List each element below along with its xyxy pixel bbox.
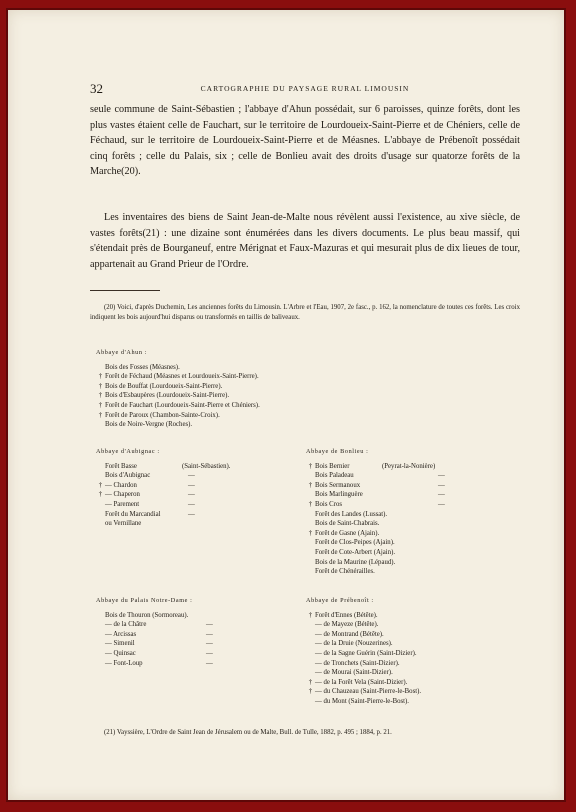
abbey-title: Abbaye de Bonlieu : (306, 448, 369, 455)
forest-name: — de la Châtre (105, 621, 147, 629)
forest-name: — Font-Loup (105, 659, 143, 667)
forest-entry (96, 659, 296, 669)
forest-location: (Saint-Sébastien). (182, 462, 231, 470)
abbey-title: Abbaye de Prébenoît : (306, 597, 374, 604)
forest-entry (96, 471, 296, 481)
forest-entry (96, 519, 296, 529)
forest-name: Forêt d'Ennes (Bétête). (315, 611, 378, 619)
forest-name: — de la Druie (Nouzerines). (315, 640, 393, 648)
forest-name: — de la Forêt Vela (Saint-Dizier). (315, 678, 408, 686)
footnote-21: (21) Vayssière, L'Ordre de Saint Jean de Jérusalem ou de Malte, Bull. de Tulle, 1882, p. 495 ; 1884, p. 21. (104, 729, 392, 736)
forest-name: Forêt de Féchaud (Méasnes et Lourdoueix-Saint-Pierre). (105, 373, 259, 381)
forest-entry (306, 659, 526, 669)
forest-name: — Chaperon (105, 491, 140, 499)
forest-rows (96, 462, 296, 529)
cross-mark: † (98, 411, 103, 419)
forest-entry (306, 620, 526, 630)
ditto-dash: — (188, 500, 195, 508)
forest-entry (306, 639, 526, 649)
ditto-dash: — (438, 500, 445, 508)
forest-name: Bois Marlinguère (315, 491, 363, 499)
forest-entry (96, 391, 346, 401)
forest-location: (Peyrat-la-Nonière) (382, 462, 436, 470)
footnote-20: (20) Voici, d'après Duchemin, Les anciennes forêts du Limousin. L'Arbre et l'Eau, 1907, 2e fasc., p. 162, la nomenclature de toutes ces forêts. Les croix indiquent les bois aujourd'hui disparus ou transformés en taillis de baliveaux. (90, 304, 520, 321)
running-title: CARTOGRAPHIE DU PAYSAGE RURAL LIMOUSIN (200, 84, 410, 93)
cross-mark: † (98, 481, 103, 489)
forest-entry (306, 490, 526, 500)
abbey-title: Abbaye du Palais Notre-Dame : (96, 597, 193, 604)
forest-entry (306, 510, 526, 520)
ditto-dash: — (188, 472, 195, 480)
forest-name: ou Vernillane (105, 520, 142, 528)
forest-entry (96, 611, 296, 621)
forest-entry (96, 620, 296, 630)
cross-mark: † (98, 491, 103, 499)
forest-name: Forêt de Paroux (Chambon-Sainte-Croix). (105, 411, 220, 419)
body-paragraph-2: Les inventaires des biens de Saint Jean-de-Malte nous révèlent aussi l'existence, au xive siècle, de vastes forêts(21) : une dizaine sont énumérées dans les divers documents. Le plus beau massif, qui s'étendait près de Bourganeuf, entre Mérignat et Faux-Mazuras et qui mesurait plus de dix lieues de tour, appartenait au Grand Prieur de l'Ordre. (90, 212, 520, 270)
forest-name: Bois d'Aubignac (105, 472, 151, 480)
forest-name: — du Chauzeau (Saint-Pierre-le-Bost). (315, 688, 422, 696)
forest-name: Bois Bernier (315, 462, 350, 470)
forest-entry (306, 558, 526, 568)
forest-entry (306, 481, 526, 491)
forest-name: Forêt de Gasne (Ajain). (315, 529, 380, 537)
ditto-dash: — (206, 621, 213, 629)
abbey-aubignac-list (96, 447, 296, 529)
forest-name: — Chardon (105, 481, 137, 489)
cross-mark: † (308, 462, 313, 470)
forest-name: Bois de Noire-Vergne (Roches). (105, 421, 193, 429)
page-number: 32 (90, 81, 103, 96)
ditto-dash: — (206, 659, 213, 667)
ditto-dash: — (206, 630, 213, 638)
abbey-ahun-list (96, 348, 346, 430)
cross-mark: † (308, 481, 313, 489)
ditto-dash: — (438, 481, 445, 489)
forest-name: — du Mont (Saint-Pierre-le-Bost). (315, 697, 410, 705)
page-frame (8, 10, 564, 800)
forest-entry (96, 401, 346, 411)
document-page (8, 10, 564, 800)
ditto-dash: — (438, 491, 445, 499)
forest-entry (96, 363, 346, 373)
abbey-title: Abbaye d'Ahun : (96, 349, 148, 356)
forest-name: — Quinsac (105, 649, 136, 657)
abbey-title: Abbaye d'Aubignac : (96, 448, 160, 455)
forest-entry (306, 548, 526, 558)
cross-mark: † (98, 392, 103, 400)
ditto-dash: — (188, 491, 195, 499)
forest-entry (96, 372, 346, 382)
forest-entry (306, 668, 526, 678)
ditto-dash: — (438, 472, 445, 480)
forest-name: Forêt de Clos-Peipes (Ajain). (315, 539, 395, 547)
abbey-bonlieu-list (306, 447, 526, 577)
forest-name: Bois de Saint-Chabrais. (315, 520, 380, 528)
forest-name: Bois Cros (315, 500, 343, 508)
forest-name: — de Montrand (Bétête). (315, 630, 384, 638)
forest-entry (96, 490, 296, 500)
forest-name: Bois Paladeau (315, 472, 354, 480)
forest-entry (96, 630, 296, 640)
forest-entry (306, 529, 526, 539)
forest-entry (306, 519, 526, 529)
forest-entry (96, 411, 346, 421)
forest-entry (96, 639, 296, 649)
forest-entry (306, 649, 526, 659)
abbey-prebenoit-list (306, 596, 526, 707)
cross-mark: † (98, 373, 103, 381)
ditto-dash: — (206, 649, 213, 657)
forest-entry (306, 678, 526, 688)
cross-mark: † (308, 678, 313, 686)
forest-name: Bois Sermanoux (315, 481, 361, 489)
cross-mark: † (308, 688, 313, 696)
forest-name: — de Mourai (Saint-Dizier). (315, 669, 393, 677)
footnote-rule (90, 290, 160, 291)
forest-rows (96, 611, 296, 669)
abbey-palais-list (96, 596, 296, 668)
forest-name: — de la Sagne Guérin (Saint-Dizier). (315, 649, 417, 657)
forest-name: Bois de la Maurine (Lépaud). (315, 558, 396, 566)
forest-entry (96, 462, 296, 472)
forest-entry (96, 481, 296, 491)
forest-name: Forêt du Marcandial (105, 510, 161, 518)
forest-name: Bois de Bouffat (Lourdoueix-Saint-Pierre). (105, 382, 223, 390)
forest-name: Bois des Fosses (Méasnes). (105, 363, 180, 371)
forest-name: — Arcissas (105, 630, 137, 638)
forest-rows (306, 462, 526, 577)
forest-entry (306, 500, 526, 510)
running-header (90, 81, 520, 98)
forest-name: — de Mayeze (Bétête). (315, 621, 379, 629)
forest-name: — Parement (105, 500, 140, 508)
cross-mark: † (98, 401, 103, 409)
forest-name: — Simenil (105, 640, 135, 648)
forest-entry (306, 697, 526, 707)
body-paragraph-1: seule commune de Saint-Sébastien ; l'abbaye d'Ahun possédait, sur 6 paroisses, quinze forêts, dont les plus vastes étaient celle de Fauchart, sur le territoire de Lourdoueix-Saint-Pierre et de Chéniers, celle de Féchaud, sur le territoire de Lourdoueix-Saint-Pierre et de Méasnes. L'abbaye de Prébenoît possédait cinq forêts ; celle du Palais, six ; celle de Bonlieu avait des droits d'usage sur quatorze forêts de la Marche(20). (90, 104, 520, 178)
ditto-dash: — (188, 481, 195, 489)
cross-mark: † (308, 529, 313, 537)
forest-name: Bois d'Esbaupères (Lourdoueix-Saint-Pierre). (105, 392, 230, 400)
ditto-dash: — (188, 510, 195, 518)
forest-name: Bois de Thouron (Sormoreau). (105, 611, 189, 619)
forest-entry (306, 611, 526, 621)
forest-entry (306, 538, 526, 548)
forest-name: Forêt de Fauchart (Lourdoueix-Saint-Pierre et Chéniers). (105, 401, 260, 409)
forest-entry (96, 382, 346, 392)
forest-entry (306, 567, 526, 577)
forest-name: — de Tronchets (Saint-Dizier). (315, 659, 400, 667)
forest-name: Forêt des Landes (Lussat). (315, 510, 388, 518)
forest-entry (96, 500, 296, 510)
forest-entry (306, 462, 526, 472)
forest-name: Forêt de Cote-Arbert (Ajain). (315, 548, 396, 556)
forest-entry (96, 649, 296, 659)
forest-entry (306, 687, 526, 697)
forest-rows (96, 363, 346, 430)
cross-mark: † (98, 382, 103, 390)
forest-entry (306, 471, 526, 481)
ditto-dash: — (206, 640, 213, 648)
forest-name: Forêt de Chénérailles. (315, 568, 375, 576)
cross-mark: † (308, 500, 313, 508)
forest-entry (96, 510, 296, 520)
forest-name: Forêt Basse (105, 462, 137, 470)
forest-rows (306, 611, 526, 707)
forest-entry (96, 420, 346, 430)
forest-entry (306, 630, 526, 640)
cross-mark: † (308, 611, 313, 619)
